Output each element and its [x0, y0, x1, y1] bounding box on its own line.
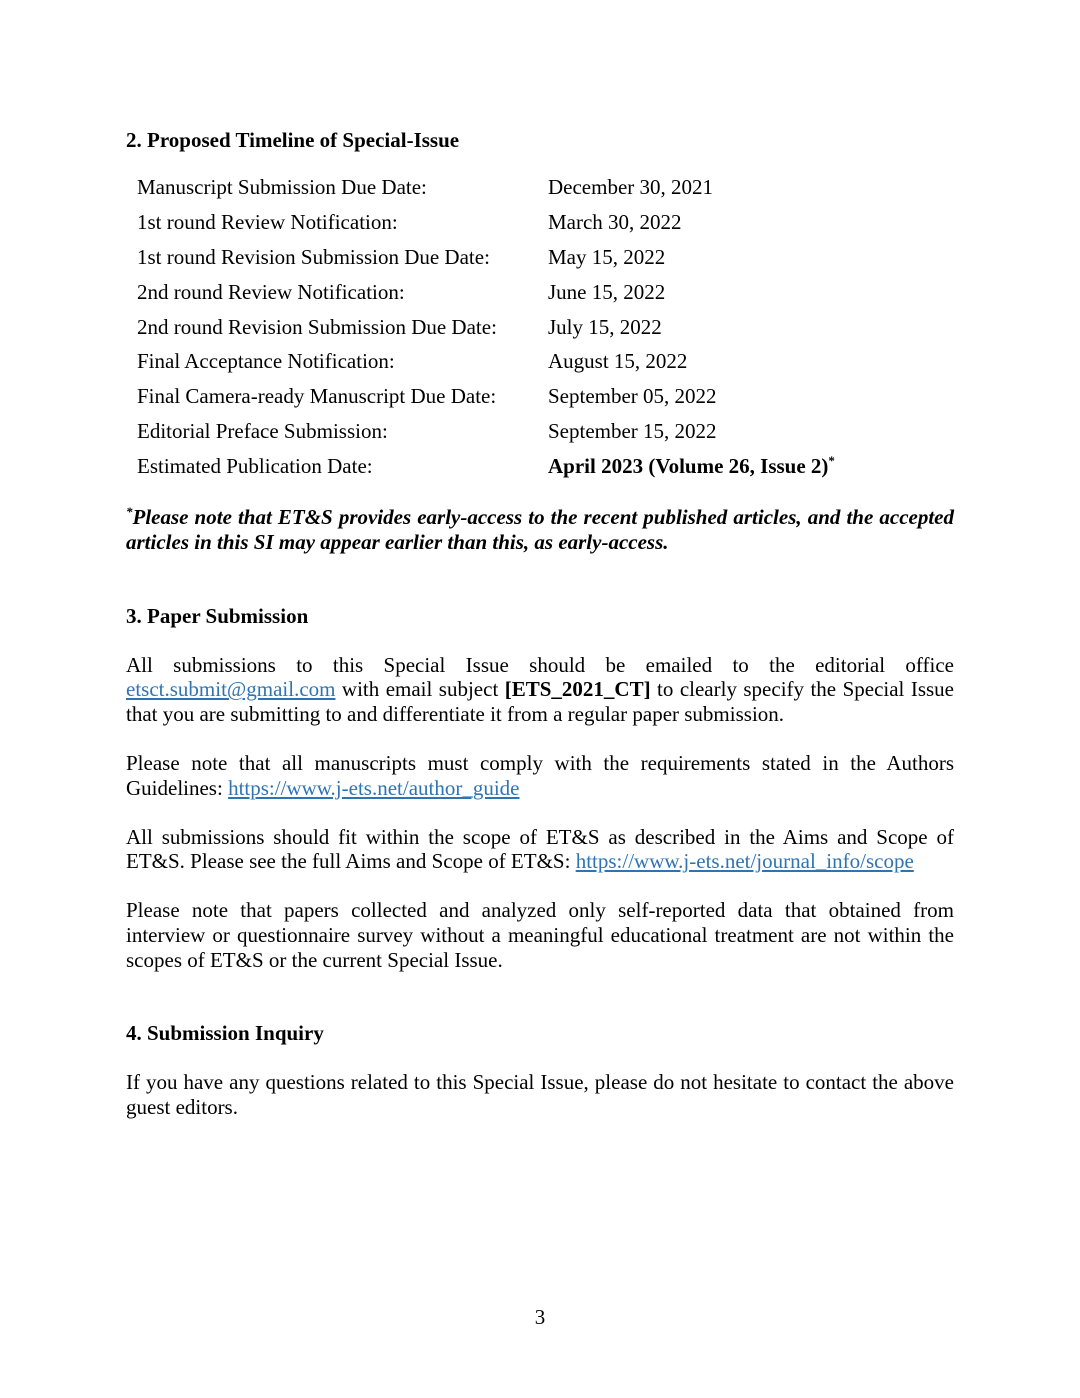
timeline-value: December 30, 2021 [548, 175, 714, 199]
paragraph-text: All submissions should fit within the scope of ET&S as described in the Aims and Scope of ET&S. Please see the full Aims and Scope of ET&S: [126, 824, 954, 874]
timeline-section-heading: 2. Proposed Timeline of Special-Issue [126, 128, 460, 152]
timeline-label: Editorial Preface Submission: [137, 419, 388, 444]
self-reported-data-paragraph: Please note that papers collected and analyzed only self-reported data that obtained from interview or questionnaire survey without a meaningful educational treatment are not within the scopes of ET&S or the current Special Issue. [126, 898, 954, 972]
early-access-footnote [126, 505, 954, 555]
timeline-row [137, 315, 954, 340]
timeline-table [126, 175, 954, 479]
submission-email-paragraph [126, 653, 954, 727]
timeline-row [137, 384, 954, 409]
page-content [126, 128, 954, 1141]
journal-scope-link[interactable]: https://www.j-ets.net/journal_info/scope [575, 849, 914, 874]
publication-date-text: April 2023 (Volume 26, Issue 2) [548, 454, 829, 479]
paper-submission-heading: 3. Paper Submission [126, 603, 309, 628]
timeline-row [137, 210, 954, 235]
timeline-value: September 05, 2022 [548, 384, 717, 409]
timeline-value: June 15, 2022 [548, 279, 666, 304]
email-subject-code: [ETS_2021_CT] [504, 677, 651, 702]
timeline-value-publication [548, 454, 835, 479]
timeline-value: September 15, 2022 [548, 419, 717, 444]
timeline-row [137, 245, 954, 270]
paragraph-text: Please note that all manuscripts must comply with the requirements stated in the Authors Guidelines: [126, 750, 954, 800]
timeline-label: 2nd round Review Notification: [137, 279, 405, 304]
paragraph-text: All submissions to this Special Issue should be emailed to the editorial office [126, 652, 954, 677]
timeline-row [137, 454, 954, 479]
timeline-row [137, 349, 954, 374]
author-guidelines-paragraph [126, 751, 954, 801]
timeline-row [137, 280, 954, 305]
submission-email-link[interactable]: etsct.submit@gmail.com [126, 677, 336, 702]
timeline-value: July 15, 2022 [548, 314, 662, 339]
paragraph-text: with email subject [335, 677, 505, 702]
timeline-label: 2nd round Revision Submission Due Date: [137, 314, 497, 339]
aims-scope-paragraph [126, 825, 954, 875]
timeline-label: Final Acceptance Notification: [137, 349, 395, 374]
timeline-value: March 30, 2022 [548, 209, 682, 234]
inquiry-paragraph: If you have any questions related to this Special Issue, please do not hesitate to contact the above guest editors. [126, 1070, 954, 1120]
submission-inquiry-heading: 4. Submission Inquiry [126, 1021, 324, 1046]
timeline-label: Manuscript Submission Due Date: [137, 175, 427, 199]
paragraph-text: to clearly specify the Special Issue that you are submitting to and differentiate it from a regular paper submission. [126, 677, 954, 727]
footnote-asterisk: * [828, 453, 835, 469]
page-number: 3 [534, 1305, 546, 1329]
timeline-label: 1st round Revision Submission Due Date: [137, 244, 490, 269]
timeline-value: August 15, 2022 [548, 349, 688, 374]
author-guide-link[interactable]: https://www.j-ets.net/author_guide [228, 775, 520, 800]
timeline-row [137, 419, 954, 444]
footnote-asterisk: * [126, 503, 133, 519]
footnote-text: Please note that ET&S provides early-access to the recent published articles, and the accepted articles in this SI may appear earlier than this, as early-access. [126, 504, 954, 554]
timeline-row [137, 175, 954, 200]
timeline-value: May 15, 2022 [548, 244, 666, 269]
timeline-label: 1st round Review Notification: [137, 209, 398, 234]
timeline-label: Final Camera-ready Manuscript Due Date: [137, 384, 497, 409]
timeline-label: Estimated Publication Date: [137, 454, 373, 479]
